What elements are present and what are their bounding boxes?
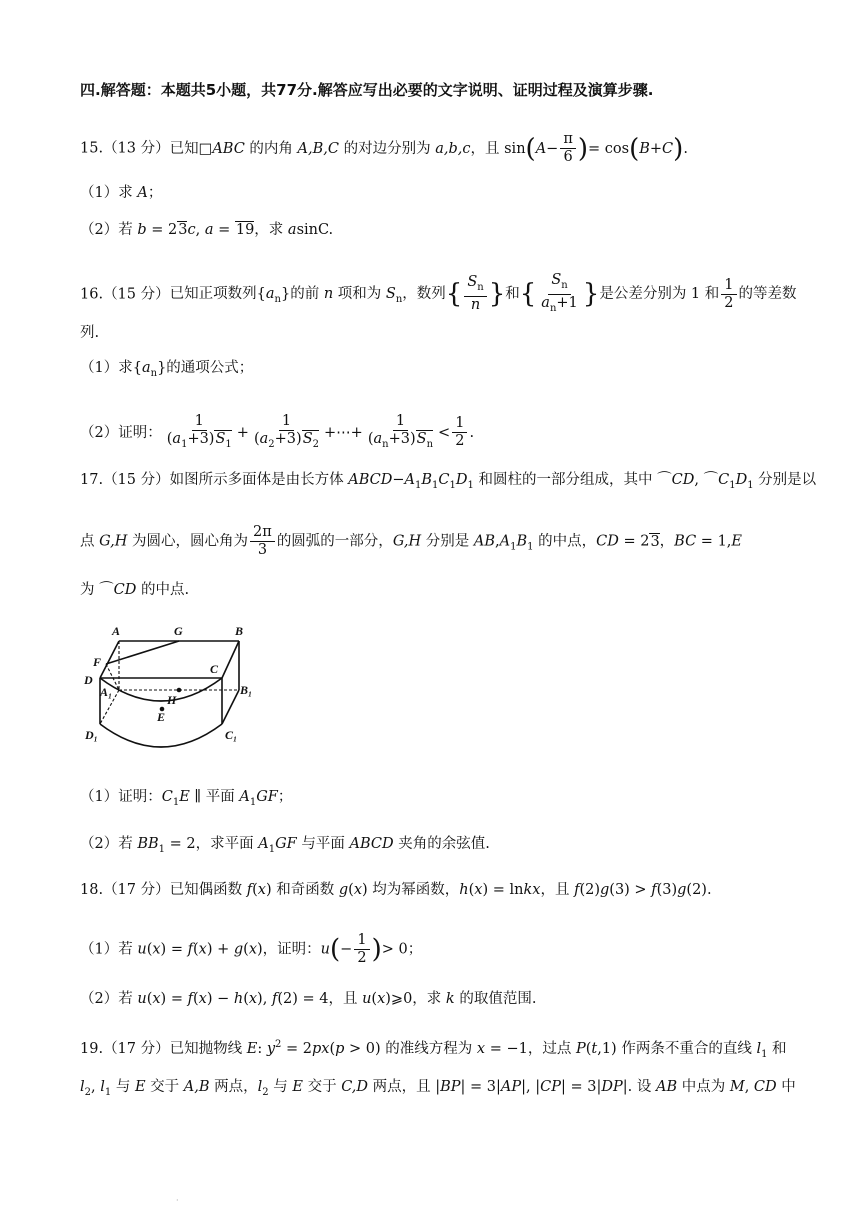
problem-19-score: （17 分）	[103, 1040, 170, 1057]
problem-15-statement: 15.（13 分）已知□ABC 的内角 A,B,C 的对边分别为 a,b,c，且 sin(A− $\frac{\pi}{6}$ )= cos(B+C).	[80, 131, 688, 165]
problem-17-number: 17.	[80, 472, 104, 488]
problem-15-part-1: （1）求 A；	[80, 185, 163, 201]
label-G: G	[174, 624, 183, 638]
problem-16-statement: 16.（15 分）已知正项数列$\{a_n\}$的前 n 项和为 $S_n$，数列{ $\frac{S_n}{n}$ }和{ $\frac{S_n}{a_n+1}$ }是公差分别为 1 和 $\frac{1}{2}$ 的等差数	[80, 272, 797, 314]
problem-17-figure	[82, 616, 258, 748]
problem-18-number: 18.	[80, 882, 104, 898]
label-F: F	[93, 655, 102, 669]
edge-B1C1	[222, 690, 239, 724]
label-D1: D₁	[85, 728, 98, 742]
problem-15-part-2: （2）若 b = 23c, a = 19，求 asinC.	[80, 222, 334, 238]
section-header	[80, 80, 653, 100]
problem-19-number: 19.	[80, 1040, 104, 1057]
problem-17-statement-line-3: 为 ⌒CD 的中点.	[80, 582, 190, 598]
section-header-text: 四.解答题：本题共5小题，共77分.解答应写出必要的文字说明、证明过程及演算步骤.	[80, 81, 654, 99]
problem-18-part-1: （1）若 u(x) = f(x) + g(x)，证明：u(− $\frac{1}{2}$ )> 0；	[80, 932, 423, 966]
label-D: D	[84, 673, 93, 687]
problem-15-number: 15.	[80, 140, 104, 157]
label-A: A	[112, 624, 121, 638]
polyhedron-diagram	[82, 616, 258, 748]
problem-18-part-2: （2）若 u(x) = f(x) − h(x), f(2) = 4，且 u(x)⩾0，求 k 的取值范围.	[80, 991, 537, 1007]
edge-BC	[222, 641, 239, 678]
label-H: H	[167, 693, 177, 707]
problem-16-score: （15 分）	[103, 286, 170, 303]
edge-AD	[100, 641, 119, 678]
problem-16-number: 16.	[80, 286, 104, 303]
problem-17-score: （15 分）	[103, 472, 170, 488]
label-C1: C₁	[225, 728, 238, 742]
label-E: E	[157, 710, 166, 724]
problem-17-part-1: （1）证明：$C_1E$ ∥ 平面 $A_1GF$；	[80, 789, 293, 808]
problem-19-statement-line-1: 19.（17 分）已知抛物线 E: $y^2 = 2px(p > 0)$ 的准线方程为 x = −1，过点 P(t,1) 作两条不重合的直线 $l_1$ 和	[80, 1039, 787, 1060]
problem-16-statement-cont: 列.	[80, 325, 100, 341]
point-H	[177, 688, 182, 693]
problem-18-score: （17 分）	[103, 882, 170, 898]
problem-18-statement: 18.（17 分）已知偶函数 f(x) 和奇函数 g(x) 均为幂函数，h(x) = lnkx，且 f(2)g(3) > f(3)g(2).	[80, 882, 712, 898]
problem-16-part-1: （1）求$\{a_n\}$的通项公式；	[80, 360, 254, 379]
label-C: C	[210, 662, 219, 676]
label-B: B	[235, 624, 244, 638]
problem-19-statement-line-2: $l_2$, $l_1$ 与 E 交于 A,B 两点，$l_2$ 与 E 交于 C,D 两点，且 |BP| = 3|AP|, |CP| = 3|DP|. 设 AB 中点为 M, CD 中	[80, 1079, 796, 1098]
problem-17-statement-line-2: 点 G,H 为圆心，圆心角为 $\frac{2\pi}{3}$ 的圆弧的一部分，G,H 分别是 $AB,A_1B_1$ 的中点，CD = 23，BC = 1,E	[80, 524, 742, 558]
footer-mark: ·	[176, 1196, 179, 1205]
label-A1: A₁	[100, 685, 113, 699]
problem-17-part-2: （2）若 $BB_1 = 2$，求平面 $A_1GF$ 与平面 ABCD 夹角的余弦值.	[80, 836, 490, 855]
problem-16-part-2: （2）证明： $\frac{1}{(a_1+3)S_1}$ + $\frac{1}{(a_2+3)S_2}$ +⋯+ $\frac{1}{(a_n+3)S_n}$ < $\frac{1}{2}$ .	[80, 413, 475, 450]
label-B1: B₁	[240, 683, 253, 697]
arc-C1D1	[100, 724, 222, 747]
problem-15-score: （13 分）	[103, 140, 170, 157]
problem-17-statement-line-1: 17.（15 分）如图所示多面体是由长方体 $ABCD-A_1B_1C_1D_1$ 和圆柱的一部分组成，其中 ⌒CD, $⌒C_1D_1$ 分别是以	[80, 472, 817, 491]
